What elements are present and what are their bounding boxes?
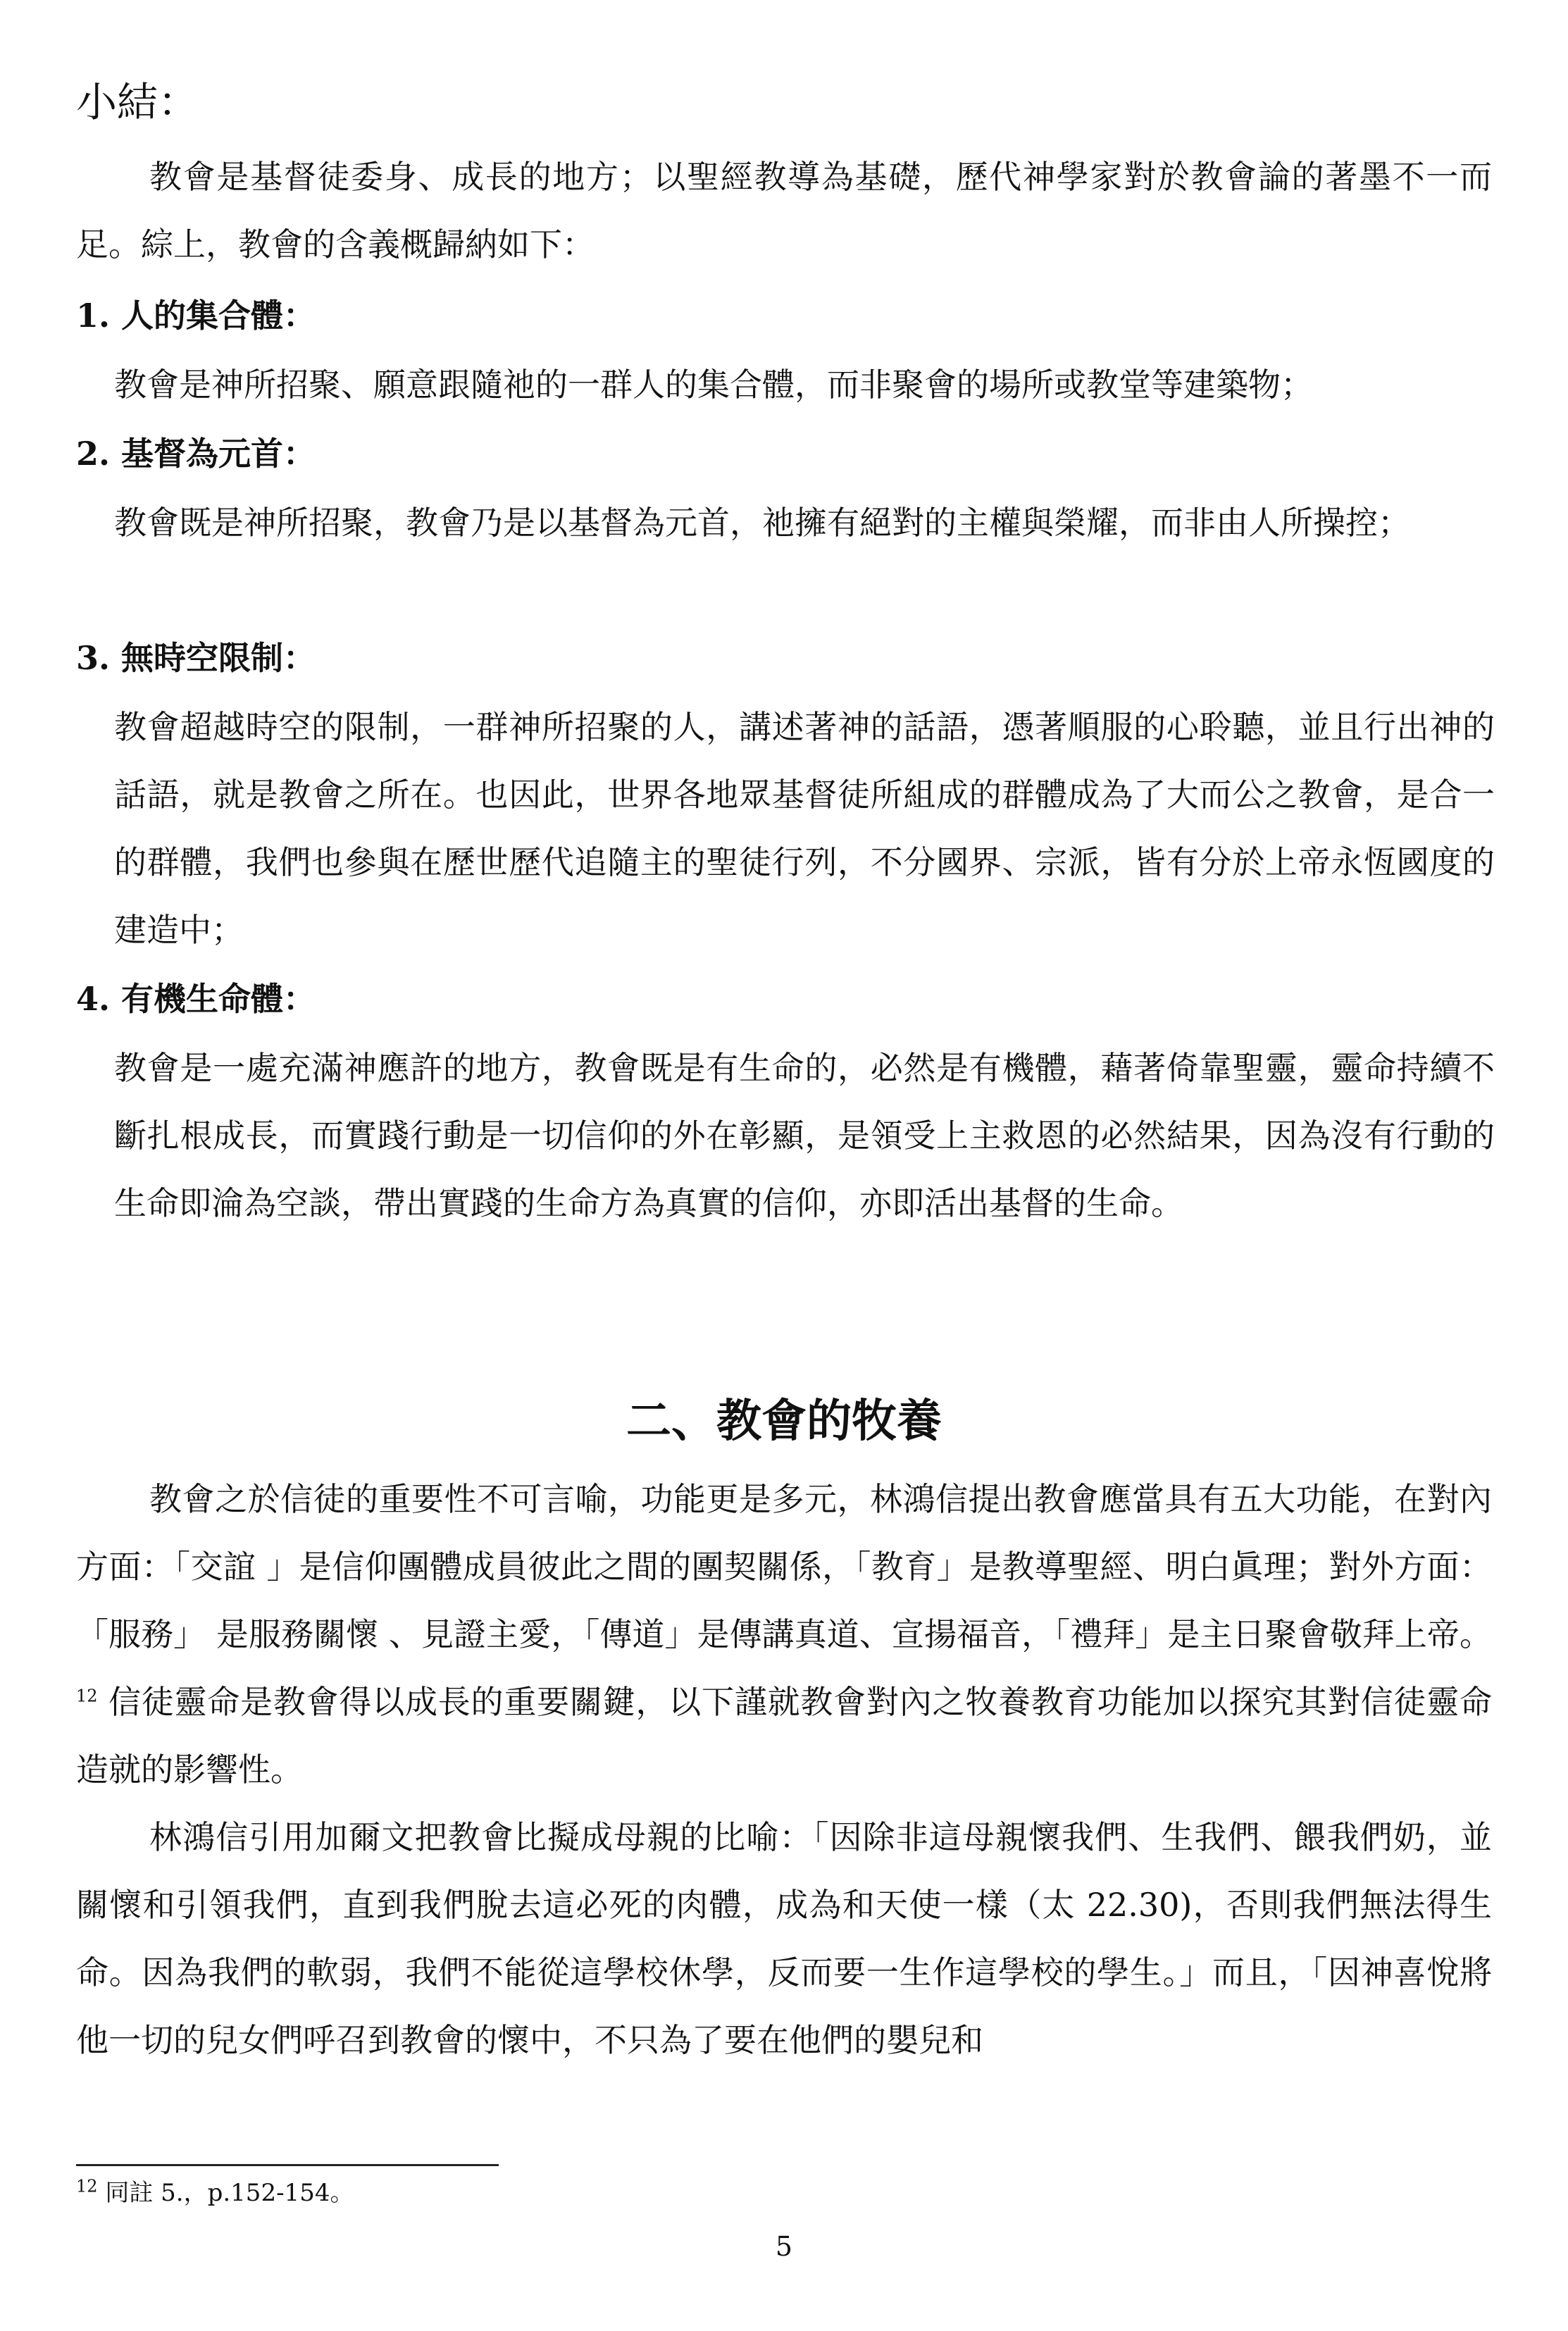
item-body-2: 教會既是神所招聚，教會乃是以基督為元首，祂擁有絕對的主權與榮耀，而非由人所操控； [114, 504, 1410, 542]
footnote-number: 12 [76, 2176, 98, 2196]
summary-intro-paragraph: 教會是基督徒委身、成長的地方；以聖經教導為基礎，歷代神學家對於教會論的著墨不一而足。綜上，教會的含義概歸納如下： [76, 158, 1492, 263]
item-heading-2: 2. 基督為元首： [76, 435, 316, 473]
item-body-1: 教會是神所招聚、願意跟隨祂的一群人的集合體，而非聚會的場所或教堂等建築物； [114, 366, 1313, 404]
item-heading-3: 3. 無時空限制： [76, 639, 316, 677]
footnote [76, 2175, 354, 2211]
section-heading: 二、教會的牧養 [626, 1395, 942, 1448]
item-heading-4: 4. 有機生命體： [76, 980, 316, 1018]
item-heading-1: 1. 人的集合體： [76, 297, 316, 335]
footnote-text: 同註 5.，p.152-154。 [105, 2179, 354, 2207]
section-paragraph-2: 林鴻信引用加爾文把教會比擬成母親的比喻：「因除非這母親懷我們、生我們、餵我們奶，並關懷和引領我們，直到我們脫去這必死的肉體，成為和天使一樣（太 22.30)，否則我們無法得生命。因為我們的軟弱，我們不能從這學校休學，反而要一生作這學校的學生。」而且，「因神喜悅將他一切的兒女們呼召到教會的懷中，不只為了要在他們的嬰兒和 [76, 1818, 1492, 2059]
footnote-reference: 12 [76, 1686, 98, 1706]
item-body-4: 教會是一處充滿神應許的地方，教會既是有生命的，必然是有機體，藉著倚靠聖靈，靈命持續不斷扎根成長，而實踐行動是一切信仰的外在彰顯，是領受上主救恩的必然結果，因為沒有行動的生命即淪為空談，帶出實踐的生命方為真實的信仰，亦即活出基督的生命。 [114, 1049, 1495, 1222]
summary-heading: 小結： [76, 78, 199, 126]
page-number: 5 [775, 2231, 793, 2262]
section-paragraph-1 [76, 1465, 1492, 1803]
item-body-3: 教會超越時空的限制，一群神所招聚的人，講述著神的話語，憑著順服的心聆聽，並且行出神的話語，就是教會之所在。也因此，世界各地眾基督徒所組成的群體成為了大而公之教會，是合一的群體，我們也參與在歷世歷代追隨主的聖徒行列，不分國界、宗派，皆有分於上帝永恆國度的建造中； [114, 708, 1495, 949]
footnote-separator [76, 2164, 499, 2166]
section-paragraph-1-text-a: 教會之於信徒的重要性不可言喻，功能更是多元，林鴻信提出教會應當具有五大功能，在對內方面：「交誼 」是信仰團體成員彼此之間的團契關係，「教育」是教導聖經、明白眞理；對外方面：「服務」 是服務關懷 、見證主愛，「傳道」是傳講真道、宣揚福音，「禮拜」是主日聚會敬拜上帝。 [76, 1480, 1492, 1653]
section-paragraph-1-text-b: 信徒靈命是教會得以成長的重要關鍵，以下謹就教會對內之牧養教育功能加以探究其對信徒靈命造就的影響性。 [76, 1683, 1492, 1789]
